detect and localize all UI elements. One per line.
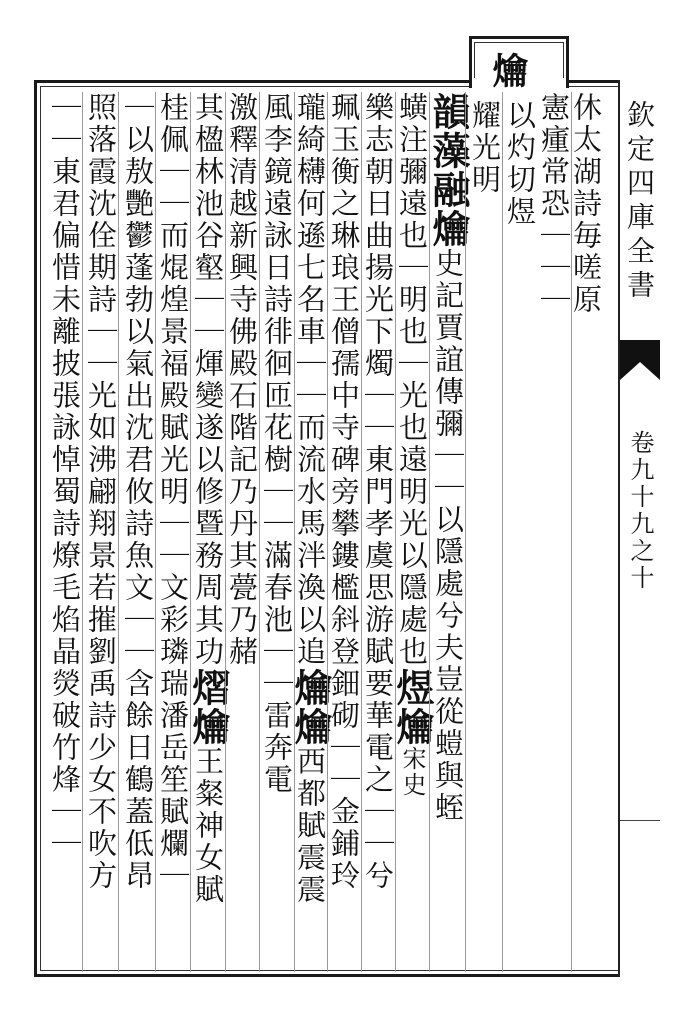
column-text: 風李鏡遠詠日詩徘徊匝花樹｜｜滿春池｜｜雷奔電 <box>260 92 294 796</box>
margin-divider <box>620 820 660 821</box>
column-rule <box>361 92 362 972</box>
column-rule <box>155 92 156 972</box>
column-text: 以灼切煜 <box>503 100 537 228</box>
text-column <box>258 92 296 972</box>
column-text: 耀光明 <box>468 100 502 196</box>
head-word: 爚 <box>487 52 529 88</box>
column-rule <box>190 92 191 972</box>
text-column <box>359 92 397 972</box>
column-text: 其楹林池谷壑｜｜煇變遂以修暨務周其功 <box>191 92 225 668</box>
column-text: ｜｜東君偏惜未離披張詠悼蜀詩燎毛焰晶熒破竹烽｜｜ <box>48 92 82 860</box>
column-rule <box>465 92 466 972</box>
column-rule <box>327 92 328 972</box>
column-text: 瓏綺欂何遜七名車｜｜而流水馬泮渙以追 <box>293 92 327 668</box>
column-rule <box>429 92 430 972</box>
text-column <box>325 92 363 972</box>
column-text: 樂志朝日曲揚光下燭｜｜東門孝虞思游賦要華電之｜｜兮 <box>361 92 395 892</box>
volume-label: 卷九十九之十 <box>626 430 654 592</box>
column-text: 宋史 <box>398 746 426 798</box>
book-title: 欽定四庫全書 <box>623 100 656 304</box>
column-text: 照落霞沈佺期詩｜｜光如沸翩翔景若摧劉禹詩少女不吹方 <box>84 92 118 892</box>
column-text: 憲瘇常恐｜｜｜ <box>537 92 571 316</box>
column-rule <box>294 92 295 972</box>
column-text: 桂佩｜｜而焜煌景福殿賦光明｜｜文彩璘瑞潘岳笙賦爛｜ <box>156 92 190 892</box>
text-column <box>223 92 261 972</box>
column-text: 西都賦震震 <box>293 746 327 906</box>
column-text: 蟥注彌遠也｜明也｜光也遠明光以隱處也 <box>395 92 429 668</box>
text-column <box>466 100 504 980</box>
column-rule <box>395 92 396 972</box>
column-text: 珮玉衡之琳琅王僧孺中寺碑旁攀鏤檻斜登鈿砌｜｜金鋪玲 <box>327 92 361 892</box>
column-rule <box>225 92 226 972</box>
column-text: 休太湖詩毎嗟原 <box>569 92 603 316</box>
text-column <box>390 92 435 972</box>
text-column <box>501 100 539 980</box>
text-column <box>46 92 84 972</box>
column-rule <box>571 92 572 972</box>
text-column <box>119 92 157 972</box>
entry-heading: 熠爚 <box>186 668 231 746</box>
text-column <box>154 92 192 972</box>
column-text: ｜以敖艷鬱蓬勃以氣出沈君攸詩魚文｜｜含餘日鶴蓋低昂 <box>121 92 155 892</box>
column-rule <box>118 92 119 972</box>
fish-tail-icon <box>620 340 660 380</box>
column-text: 王粲神女賦 <box>191 746 225 906</box>
entry-heading: 煜爚 <box>390 668 435 746</box>
entry-heading: 爚爚 <box>288 668 333 746</box>
text-column <box>82 92 120 972</box>
column-rule <box>502 92 503 972</box>
column-text: 激釋清越新興寺佛殿石階記乃丹其甍乃赭 <box>225 92 259 668</box>
column-rule <box>82 92 83 972</box>
text-column <box>186 92 231 972</box>
column-text: 史記賈誼傳彌｜｜以隱處兮夫豈從螘與蛭 <box>431 248 465 824</box>
entry-heading: 韻藻融爚 <box>426 92 471 248</box>
text-column <box>426 92 471 972</box>
text-column <box>535 92 573 972</box>
text-column <box>288 92 333 972</box>
column-rule <box>259 92 260 972</box>
